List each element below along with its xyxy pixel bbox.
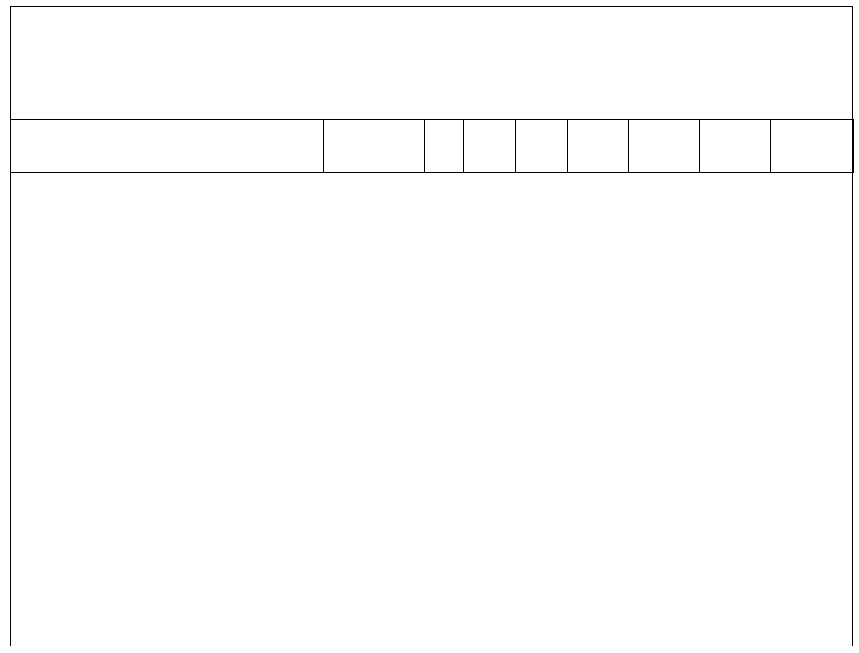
size-table <box>10 119 854 173</box>
header-size-3xl <box>771 120 854 173</box>
header-size-xxl <box>700 120 771 173</box>
header-size-m <box>516 120 568 173</box>
header-agreed-difference <box>324 120 425 173</box>
header-letter <box>425 120 464 173</box>
header-size-l <box>568 120 629 173</box>
size-chart-frame <box>10 6 853 646</box>
header-row <box>11 120 854 173</box>
header-size-xl <box>629 120 700 173</box>
page-title <box>11 43 852 71</box>
header-size-s <box>464 120 516 173</box>
bottom-note-clip <box>360 643 500 653</box>
header-blank <box>11 120 324 173</box>
